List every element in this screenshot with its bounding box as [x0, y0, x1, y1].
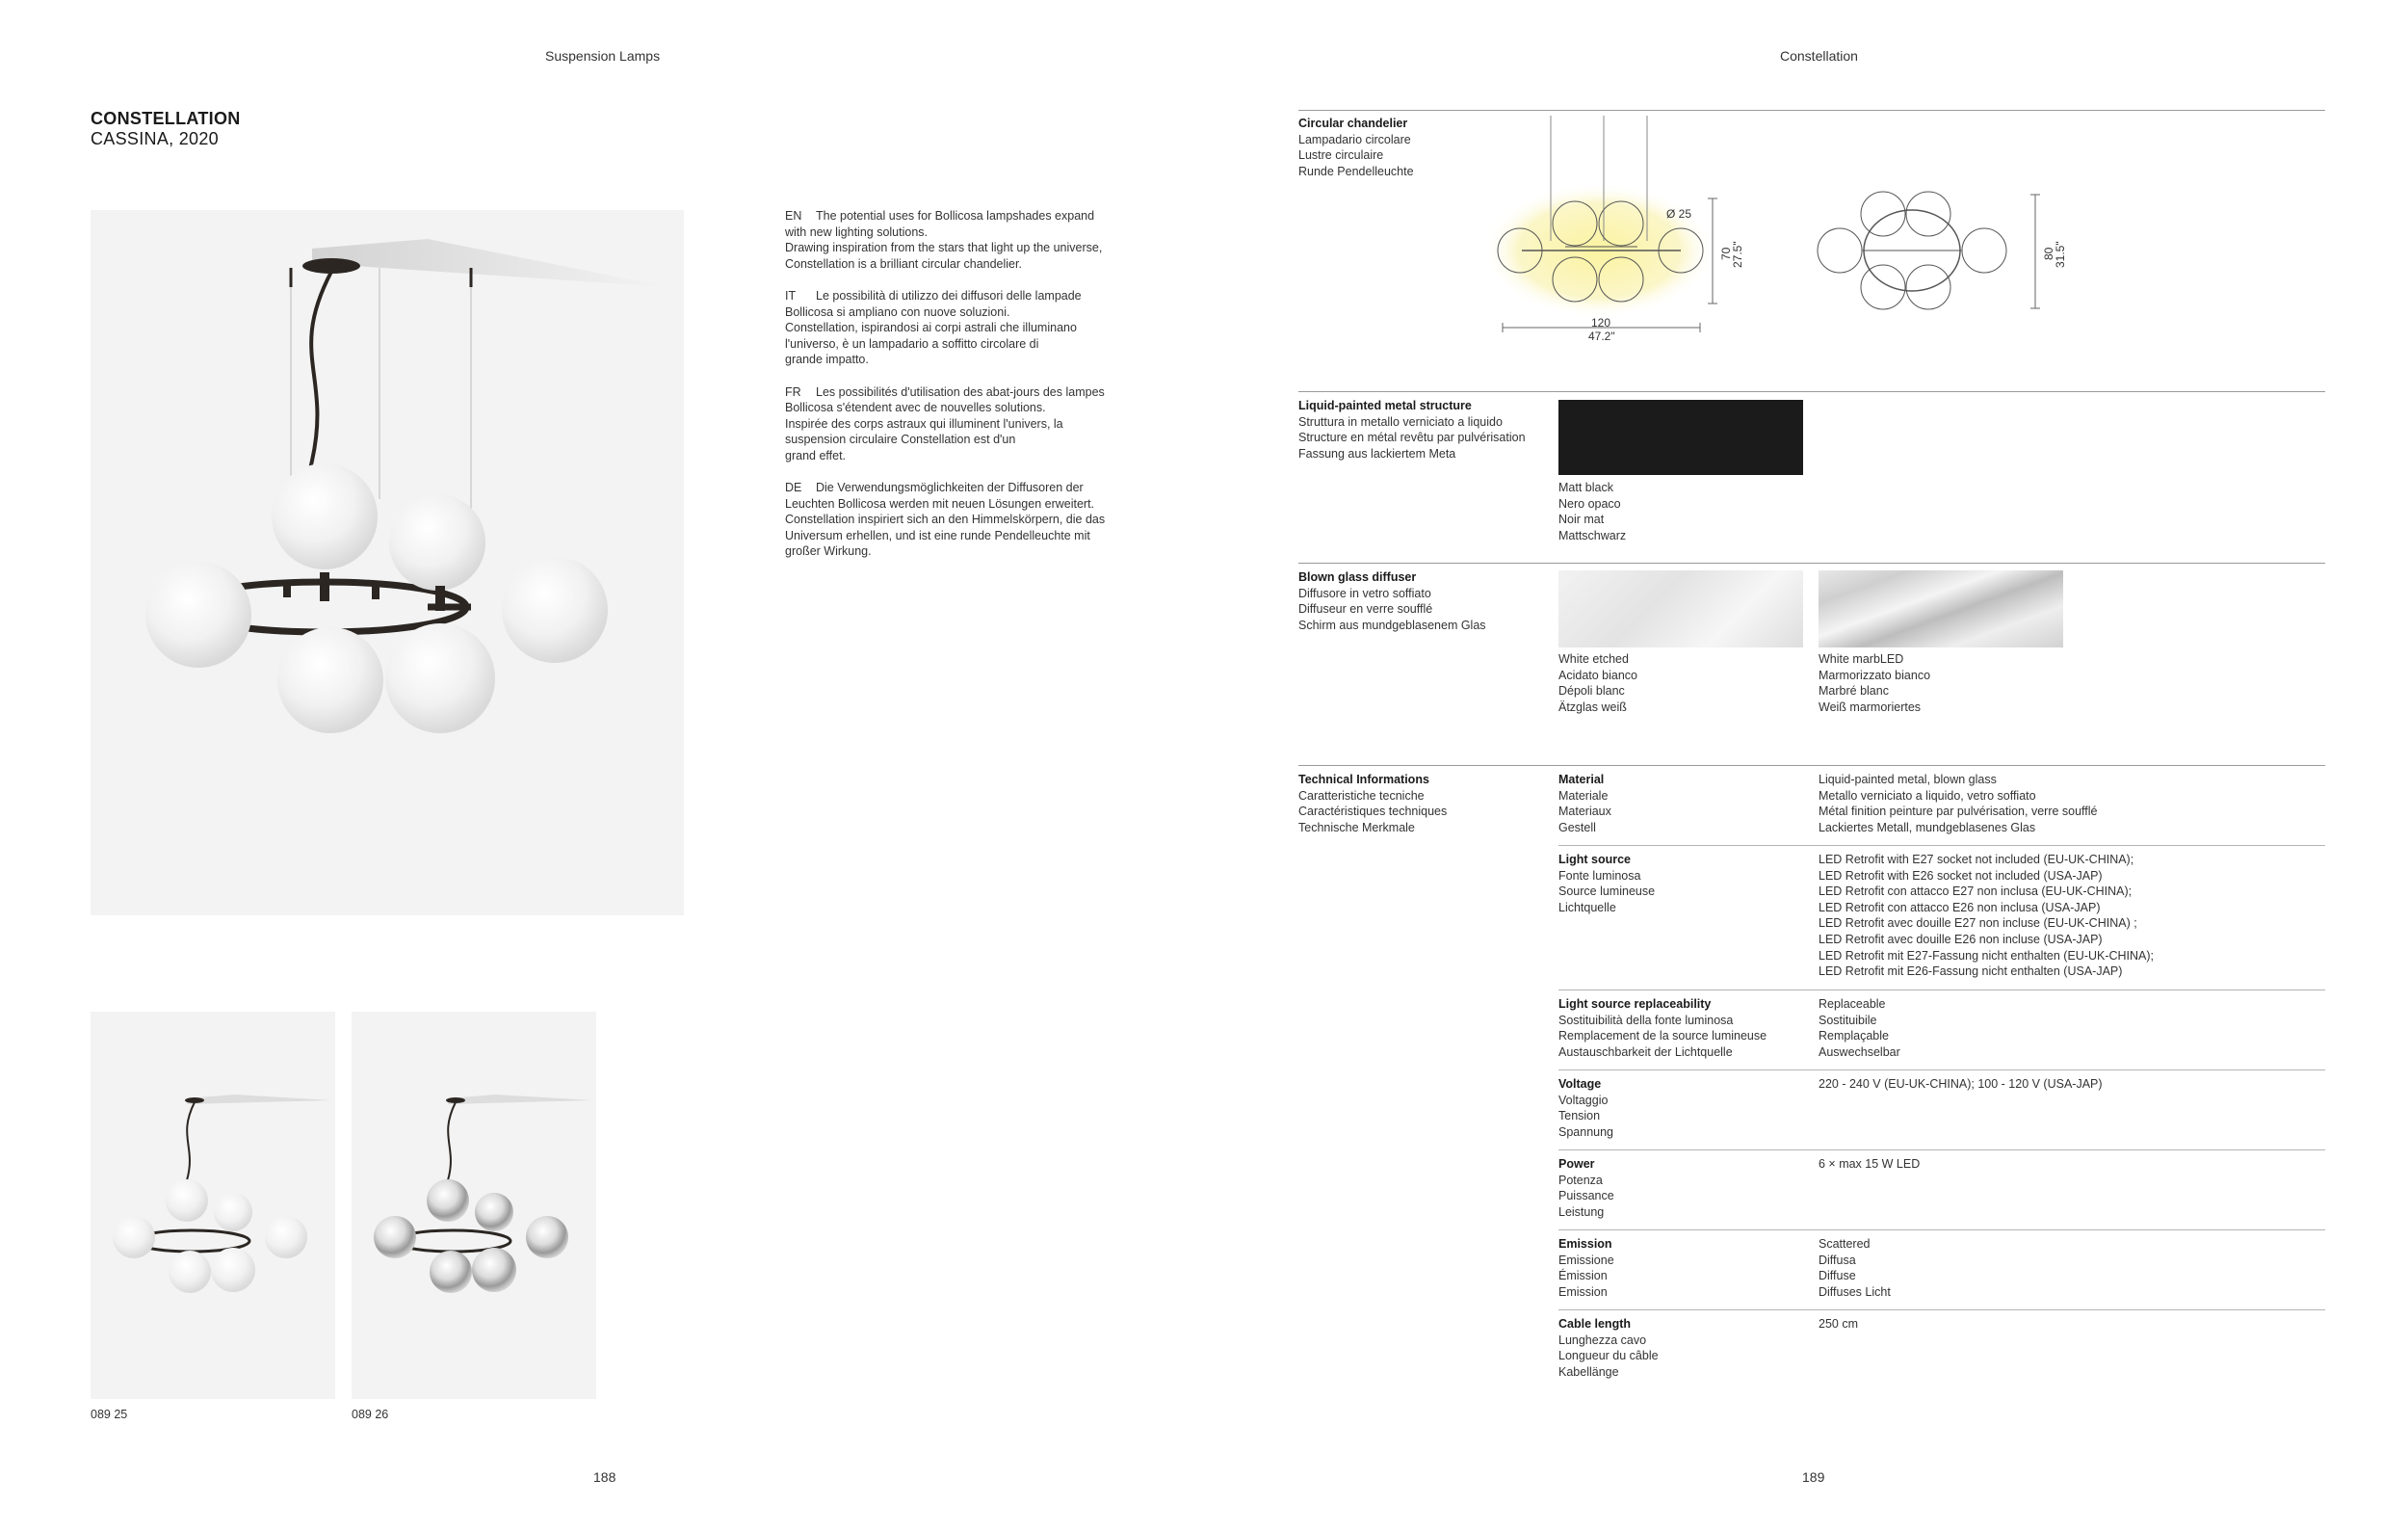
- spec-value-material: Liquid-painted metal, blown glass Metallo verniciato a liquido, vetro soffiato Métal finition peinture par pulvérisation, verre soufflé Lackiertes Metall, mundgeblasenes Glas: [1819, 773, 2098, 834]
- spec-value-emission: Scattered Diffusa Diffuse Diffuses Licht: [1819, 1237, 1891, 1299]
- spec-name-voltage: Voltage Voltaggio Tension Spannung: [1558, 1077, 1614, 1139]
- spec-name-power: Power Potenza Puissance Leistung: [1558, 1157, 1614, 1219]
- page-number-left: 188: [593, 1469, 616, 1485]
- row-divider: [1558, 1309, 2325, 1310]
- product-brand-year: CASSINA, 2020: [91, 129, 219, 148]
- dim-depth: 80: [2042, 247, 2055, 260]
- section-divider: [1298, 563, 2325, 564]
- running-head-right: Constellation: [1780, 48, 1858, 64]
- page-number-right: 189: [1802, 1469, 1825, 1485]
- diffuser-option-name: White marbLED Marmorizzato bianco Marbré blanc Weiß marmoriertes: [1819, 652, 1931, 714]
- thumbnail-photo-marbled: [352, 1012, 596, 1399]
- main-product-photo: [91, 210, 684, 915]
- spec-name-emission: Emission Emissione Émission Emission: [1558, 1237, 1614, 1299]
- spec-value-light-source: LED Retrofit with E27 socket not included (EU-UK-CHINA); LED Retrofit with E26 socket not included (USA-JAP) LED Retrofit con attacco E27 non inclusa (EU-UK-CHINA); LED Retrofit con attacco E26 non inclusa (USA-JAP) LED Retrofit avec douille E27 non incluse (EU-UK-CHINA) ; LED Retrofit avec douille E26 non incluse (USA-JAP) LED Retrofit mit E27-Fassung nicht enthalten (EU-UK-CHINA); LED Retrofit mit E26-Fassung nicht enthalten (USA-JAP): [1819, 853, 2155, 979]
- structure-label: Liquid-painted metal structure Struttura in metallo verniciato a liquido Structure en métal revêtu par pulvérisation Fassung aus lackiertem Meta: [1298, 399, 1526, 461]
- diffuser-swatch-white-etched: [1558, 570, 1803, 647]
- dim-height: 70: [1719, 247, 1733, 260]
- chandelier-label: Circular chandelier Lampadario circolare Lustre circulaire Runde Pendelleuchte: [1298, 117, 1414, 178]
- thumbnail-code: 089 26: [352, 1408, 389, 1421]
- diffuser-label: Blown glass diffuser Diffusore in vetro soffiato Diffuseur en verre soufflé Schirm aus mundgeblasenem Glas: [1298, 570, 1486, 632]
- thumbnail-code: 089 25: [91, 1408, 128, 1421]
- diffuser-swatch-white-marbled: [1819, 570, 2063, 647]
- row-divider: [1558, 845, 2325, 846]
- thumbnail-photo-etched: [91, 1012, 335, 1399]
- spec-value-cable-length: 250 cm: [1819, 1317, 1858, 1331]
- dim-diameter: Ø 25: [1666, 207, 1692, 221]
- row-divider: [1558, 1229, 2325, 1230]
- section-divider: [1298, 765, 2325, 766]
- finish-name: Matt black Nero opaco Noir mat Mattschwarz: [1558, 481, 1627, 542]
- spec-value-replaceability: Replaceable Sostituibile Remplaçable Auswechselbar: [1819, 997, 1900, 1059]
- dimension-drawing: [1493, 116, 2067, 352]
- running-head-left: Suspension Lamps: [545, 48, 661, 64]
- section-divider: [1298, 110, 2325, 111]
- description-block: [785, 208, 1117, 576]
- dim-width-in: 47.2": [1588, 330, 1615, 343]
- spec-name-replaceability: Light source replaceability Sostituibilità della fonte luminosa Remplacement de la source lumineuse Austauschbarkeit der Lichtquelle: [1558, 997, 1767, 1059]
- spec-value-power: 6 × max 15 W LED: [1819, 1157, 1921, 1171]
- dim-width: 120: [1591, 316, 1611, 330]
- dim-height-in: 27.5": [1731, 241, 1744, 268]
- row-divider: [1558, 1069, 2325, 1070]
- technical-label: Technical Informations Caratteristiche tecniche Caractéristiques techniques Technische Merkmale: [1298, 773, 1448, 834]
- spec-value-voltage: 220 - 240 V (EU-UK-CHINA); 100 - 120 V (USA-JAP): [1819, 1077, 2103, 1091]
- description-paragraph-en: EN The potential uses for Bollicosa lampshades expand with new lighting solutions. Drawing inspiration from the stars that light up the universe, Constellation is a brilliant circular chandelier.: [785, 209, 1103, 271]
- diffuser-option-name: White etched Acidato bianco Dépoli blanc Ätzglas weiß: [1558, 652, 1638, 714]
- description-paragraph-de: DE Die Verwendungsmöglichkeiten der Diffusoren der Leuchten Bollicosa werden mit neuen Lösungen erweitert. Constellation inspiriert sich an den Himmelskörpern, die das Universum erhellen, und ist eine runde Pendelleuchte mit großer Wirkung.: [785, 481, 1106, 559]
- finish-swatch-matt-black: [1558, 400, 1803, 475]
- spec-name-light-source: Light source Fonte luminosa Source lumineuse Lichtquelle: [1558, 853, 1656, 914]
- section-divider: [1298, 391, 2325, 392]
- description-paragraph-it: IT Le possibilità di utilizzo dei diffusori delle lampade Bollicosa si ampliano con nuove soluzioni. Constellation, ispirandosi ai corpi astrali che illuminano l'universo, è un lampadario a soffitto circolare di grande impatto.: [785, 288, 1082, 367]
- dim-depth-in: 31.5": [2054, 241, 2067, 268]
- spec-name-material: Material Materiale Materiaux Gestell: [1558, 773, 1611, 834]
- spec-name-cable-length: Cable length Lunghezza cavo Longueur du câble Kabellänge: [1558, 1317, 1659, 1379]
- description-paragraph-fr: FR Les possibilités d'utilisation des abat-jours des lampes Bollicosa s'étendent avec de nouvelles solutions. Inspirée des corps astraux qui illuminent l'univers, la suspension circulaire Constellation est d'un grand effet.: [785, 384, 1105, 462]
- row-divider: [1558, 1149, 2325, 1150]
- product-title: CONSTELLATION: [91, 109, 241, 128]
